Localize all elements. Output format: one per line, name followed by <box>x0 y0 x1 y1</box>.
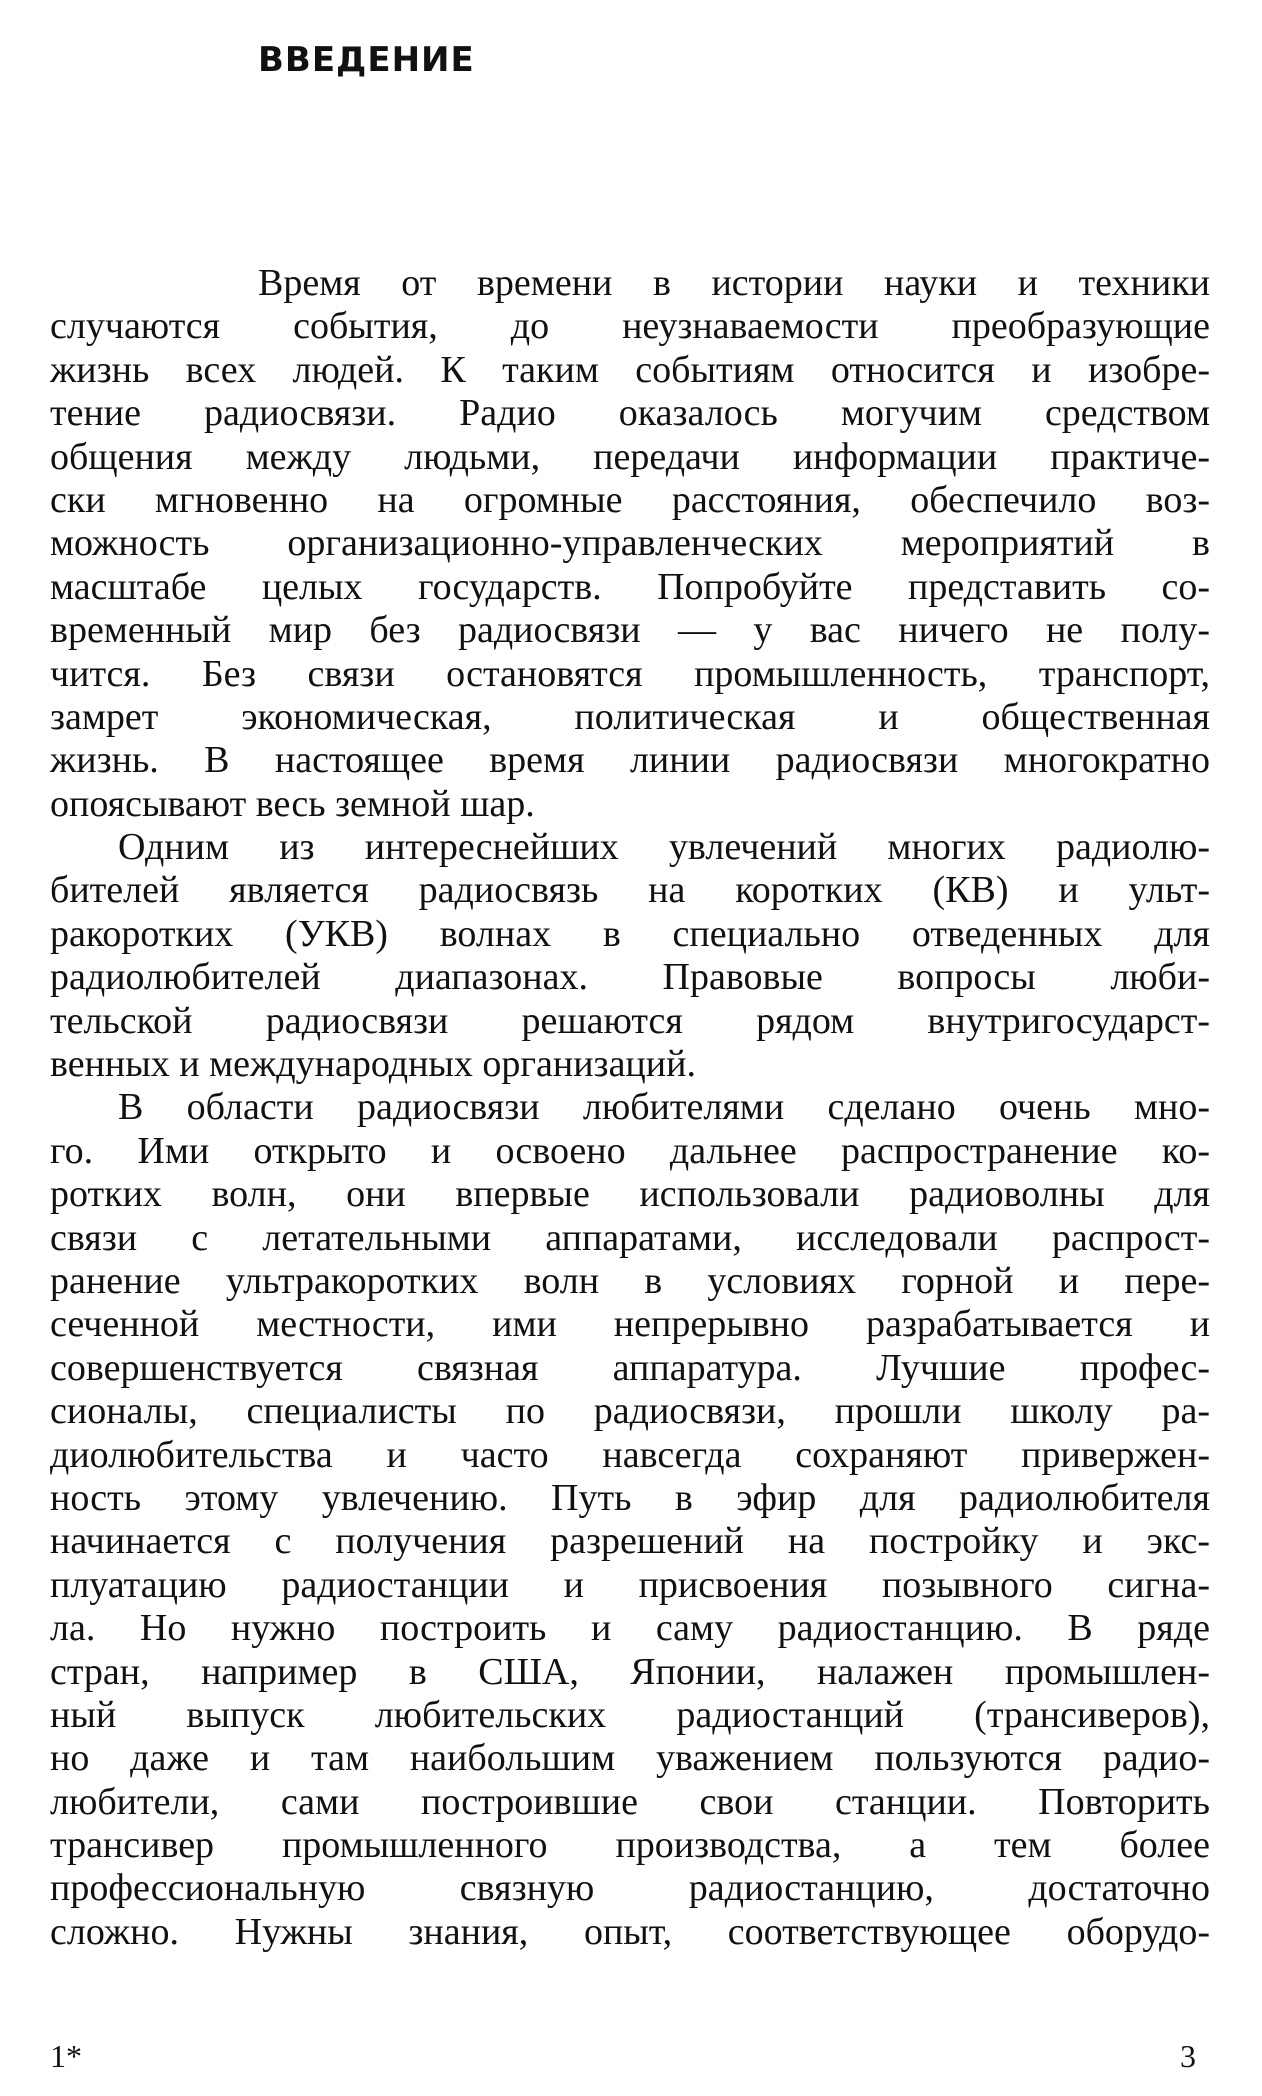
text-line: венных и международных организаций. <box>50 1043 696 1086</box>
text-line: ность этому увлечению. Путь в эфир для радиолюбителя <box>50 1476 1210 1519</box>
text-line: общения между людьми, передачи информации практиче- <box>50 435 1210 478</box>
text-line: ранение ультракоротких волн в условиях горной и пере- <box>50 1259 1210 1302</box>
text-line: совершенствуется связная аппаратура. Лучшие профес- <box>50 1346 1210 1389</box>
text-line: Время от времени в истории науки и техники <box>258 262 1210 304</box>
text-line: плуатацию радиостанции и присвоения позывного сигна- <box>50 1563 1210 1606</box>
text-line: ла. Но нужно построить и саму радиостанцию. В ряде <box>50 1607 1210 1650</box>
text-line: связи с летательными аппаратами, исследовали распрост- <box>50 1216 1210 1259</box>
text-line: трансивер промышленного производства, а тем более <box>50 1824 1210 1867</box>
text-line: масштабе целых государств. Попробуйте представить со- <box>50 565 1210 608</box>
text-line: Одним из интереснейших увлечений многих радиолю- <box>118 826 1210 869</box>
text-line: ный выпуск любительских радиостанций (трансиверов), <box>50 1693 1210 1736</box>
chapter-heading: ВВЕДЕНИЕ <box>258 40 475 80</box>
text-line: бителей является радиосвязь на коротких (КВ) и ульт- <box>50 869 1210 912</box>
text-line: сионалы, специалисты по радиосвязи, прошли школу ра- <box>50 1390 1210 1433</box>
text-line: опоясывают весь земной шар. <box>50 782 535 825</box>
text-line: можность организационно-управленческих мероприятий в <box>50 522 1210 565</box>
text-line: сеченной местности, ими непрерывно разрабатывается и <box>50 1303 1210 1346</box>
text-line: начинается с получения разрешений на постройку и экс- <box>50 1520 1210 1563</box>
text-line: тение радиосвязи. Радио оказалось могучим средством <box>50 392 1210 435</box>
text-line: диолюбительства и часто навсегда сохраняют привержен- <box>50 1433 1210 1476</box>
text-line: но даже и там наибольшим уважением пользуются радио- <box>50 1737 1210 1780</box>
text-line: временный мир без радиосвязи — у вас ничего не полу- <box>50 609 1210 652</box>
text-line: го. Ими открыто и освоено дальнее распространение ко- <box>50 1129 1210 1172</box>
body-text <box>50 262 1210 1954</box>
text-line: случаются события, до неузнаваемости преобразующие <box>50 305 1210 348</box>
text-line: В области радиосвязи любителями сделано очень мно- <box>118 1086 1210 1129</box>
page-number: 3 <box>1180 2038 1196 2074</box>
text-line: тельской радиосвязи решаются рядом внутригосударст- <box>50 999 1210 1042</box>
text-line: сложно. Нужны знания, опыт, соответствующее оборудо- <box>50 1910 1210 1953</box>
text-line: ски мгновенно на огромные расстояния, обеспечило воз- <box>50 478 1210 521</box>
text-line: стран, например в США, Японии, налажен промышлен- <box>50 1650 1210 1693</box>
text-line: радиолюбителей диапазонах. Правовые вопросы люби- <box>50 956 1210 999</box>
text-line: жизнь. В настоящее время линии радиосвязи многократно <box>50 739 1210 782</box>
signature-mark: 1* <box>50 2038 82 2074</box>
text-line: чится. Без связи остановятся промышленность, транспорт, <box>50 652 1210 695</box>
text-line: ротких волн, они впервые использовали радиоволны для <box>50 1173 1210 1216</box>
text-line: жизнь всех людей. К таким событиям относится и изобре- <box>50 348 1210 391</box>
text-line: замрет экономическая, политическая и общественная <box>50 695 1210 738</box>
text-line: ракоротких (УКВ) волнах в специально отведенных для <box>50 912 1210 955</box>
text-line: профессиональную связную радиостанцию, достаточно <box>50 1867 1210 1910</box>
text-line: любители, сами построившие свои станции. Повторить <box>50 1780 1210 1823</box>
